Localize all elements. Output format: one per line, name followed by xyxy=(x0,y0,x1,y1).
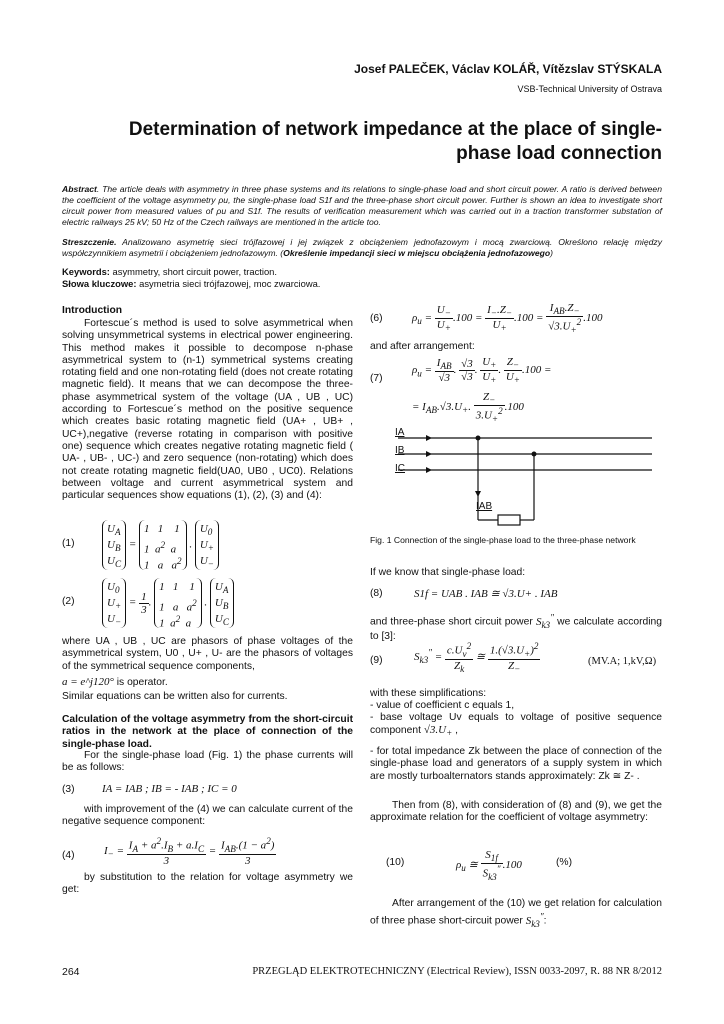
eq10-unit: (%) xyxy=(556,857,573,868)
paper-title: Determination of network impedance at the place of single-phase load connection xyxy=(128,119,662,164)
eq7: $\rho_u$ = $\frac{I_{AB}}{√3}$ . $\frac{√3}{√3}$ . $\frac{U_+}{U_+}$ . $\frac{Z_-}{U_+}$ .100 = xyxy=(412,356,552,386)
eq6: $\rho_u$ = $\frac{U_-}{U_+}$ .100 = $\frac{I_-.Z_-}{U_+}$ .100 = $\frac{I_{AB}.Z_-}{√3.U_+^2}$ .100 xyxy=(412,302,603,336)
eq9: $S_{k3}''$ = $\frac{c.U_v^2}{Z_k}$ ≅ $\frac{1.(√3.U_+)^2}{Z_-}$ xyxy=(414,641,539,675)
simplifications: with these simplifications: xyxy=(370,688,487,699)
fig-label-ib: IB xyxy=(395,445,405,456)
eq6-number: (6) xyxy=(370,313,383,324)
streszczenie xyxy=(62,237,662,259)
eq9-units: (MV.A; 1,kV,Ω) xyxy=(588,656,657,667)
sk3-symbol: $S_{k3}''$ xyxy=(535,612,554,630)
eq3-number: (3) xyxy=(62,784,75,795)
keywords xyxy=(62,266,662,290)
keywords-label: Keywords: xyxy=(62,266,110,277)
streszczenie-title: Określenie impedancji sieci w miejscu obciążenia jednofazowego xyxy=(283,248,551,258)
operator-text: is operator. xyxy=(113,677,168,688)
simplification-1: - value of coefficient c equals 1, xyxy=(370,700,515,711)
eq8-number: (8) xyxy=(370,588,383,599)
streszczenie-label: Streszczenie. xyxy=(62,237,117,247)
eq9-number: (9) xyxy=(370,655,383,666)
eq2-number: (2) xyxy=(62,596,75,607)
streszczenie-close: ) xyxy=(550,248,553,258)
eq7-number: (7) xyxy=(370,373,383,384)
page-number: 264 xyxy=(62,966,80,978)
sk3-symbol-2: $S_{k3}''$ xyxy=(525,911,544,930)
simplification-3: - for total impedance Zk between the place of connection of the single-phase load and generators of a supply system in which are mostly turboalternators stands approximately: Zk ≅ Z- . xyxy=(370,746,662,782)
eq10-number: (10) xyxy=(386,857,405,868)
keywords-pl-label: Słowa kluczowe: xyxy=(62,278,137,289)
eq1: $U_A$ $U_B$ $U_C$ = 1 1 1 1 $a^2$ a 1 a $a^2$ . $U_0$ $U_+$ $U_-$ xyxy=(102,520,219,570)
fig-label-iab: IAB xyxy=(476,501,493,512)
abstract-text: . The article deals with asymmetry in three phase systems and its relations to single-phase load and short circuit power. A ratio is derived between the coefficient of the voltage asymmetry ρu, the single-phase load S1f and the three-phase short circuit power. Further is shown an idea to investigate short circuit power from measured values of ρu and S1f. The results of verification measurement which was carried out in a traction transformer substation of electric railways 25 kV; 50 Hz of the Czech railways are mentioned in the article too. xyxy=(62,184,662,227)
calc-paragraph-1: For the single-phase load (Fig. 1) the phase currents will be as follows: xyxy=(62,750,353,774)
intro-heading: Introduction xyxy=(62,305,123,316)
operator-line xyxy=(62,676,353,689)
three-phase-a: and three-phase short circuit power xyxy=(370,616,533,628)
eq8: S1f = UAB . IAB ≅ √3.U+ . IAB xyxy=(414,588,558,600)
eq2: $U_0$ $U_+$ $U_-$ = $\frac{1}{3}$ . 1 1 1 1 a $a^2$ 1 $a^2$ a . $U_A$ $U_B$ $U_C$ xyxy=(102,578,234,628)
streszczenie-text: Analizowano asymetrię sieci trójfazowej i jej związek z obciążeniem jednofazowym i mocą zwarciową. Określono relację między współczynnikiem asymetrii i obciążeniem jednofazowym. ( xyxy=(62,237,662,258)
eq4-number: (4) xyxy=(62,850,75,861)
sqrt3-u-plus: $√3.U_+$ xyxy=(423,724,453,739)
then-from-paragraph: Then from (8), with consideration of (8) and (9), we get the approximate relation for the coefficient of voltage asymmetry: xyxy=(370,800,662,824)
eq7-second-line: = $I_{AB}.√3.U_+$. $\frac{Z_-}{3.U_+^2}$ .100 xyxy=(412,391,524,425)
journal-footer: PRZEGLĄD ELEKTROTECHNICZNY (Electrical Review), ISSN 0033-2097, R. 88 NR 8/2012 xyxy=(252,966,662,977)
calc-paragraph-3: by substitution to the relation for voltage asymmetry we get: xyxy=(62,872,353,896)
figure-1-circuit xyxy=(390,424,652,532)
fig-label-ia: IA xyxy=(395,427,405,438)
figure-1-caption: Fig. 1 Connection of the single-phase load to the three-phase network xyxy=(370,535,636,545)
where-paragraph: where UA , UB , UC are phasors of phase voltages of the asymmetrical system, U0 , U+ , U- are the phasors of voltages of the symmetrical sequence components, xyxy=(62,636,353,672)
after-arrangement-2-text: After arrangement of the (10) we get relation for calculation of three phase short-circuit power xyxy=(370,898,662,927)
abstract xyxy=(62,184,662,228)
fig-label-ic: IC xyxy=(395,463,405,474)
eq3: IA = IAB ; IB = - IAB ; IC = 0 xyxy=(102,783,237,795)
operator-equation: a = e^j120° xyxy=(62,676,114,688)
keywords-text: asymmetry, short circuit power, traction. xyxy=(109,266,277,277)
three-phase-b: we calculate according to [3]: xyxy=(370,616,662,643)
calc-heading: Calculation of the voltage asymmetry from the short-circuit ratios in the network at the place of connection of the single-phase load. xyxy=(62,714,353,750)
eq10: $\rho_u$ ≅ $\frac{S_{1f}}{S_{k3}''}$ .100 xyxy=(456,849,522,883)
eq1-number: (1) xyxy=(62,538,75,549)
similar-text: Similar equations can be written also for currents. xyxy=(62,691,288,702)
calc-paragraph-2: with improvement of the (4) we can calculate current of the negative sequence component: xyxy=(62,804,353,828)
affiliation: VSB-Technical University of Ostrava xyxy=(517,84,662,94)
intro-paragraph: Fortescue´s method is used to solve asymmetrical when solving unsymmetrical systems in electrical power engineering. This method makes it possible to decompose n-phase asymmetrical system to (n-1) symmetrical systems creating rotating field and one non-rotating field (does not create rotating magnetic field). It means that we can decompose the three-phase asymmetrical system of the voltage (UA , UB , UC) according to Fortescue´s method on the positive sequence which creates basic rotating magnetic field (UA+ , UB+ , UC+),negative (reverse rotating in comparison with positive one) sequence which creates negative rotating magnetic field ( UA- , UB- , UC-) and zero sequence (non-rotating) which does not create rotating magnetic field(UA0, UB0 , UC0). Relations between voltage and current asymmetrical system and particular sequences show equations (1), (2), (3) and (4): xyxy=(62,318,353,502)
simplification-2: - base voltage Uv equals to voltage of positive sequence component $√3.U_+$ , xyxy=(370,712,662,739)
if-we-know: If we know that single-phase load: xyxy=(370,567,526,578)
three-phase-line xyxy=(370,611,662,643)
keywords-pl-text: asymetria sieci trójfazowej, moc zwarciowa. xyxy=(136,278,321,289)
eq4: $I_-$ = $\frac{I_A + a^2.I_B + a.I_C}{3}$ = $\frac{I_{AB}.(1 - a^2)}{3}$ xyxy=(104,836,275,867)
abstract-label: Abstract xyxy=(62,184,97,194)
after-arrangement-2: After arrangement of the (10) we get relation for calculation of three phase short-circuit power $S_{k3}''$: xyxy=(370,898,662,930)
simplification-2-text: - base voltage Uv equals to voltage of positive sequence component xyxy=(370,712,662,737)
after-arrangement: and after arrangement: xyxy=(370,341,475,352)
authors: Josef PALEČEK, Václav KOLÁŘ, Vítězslav STÝSKALA xyxy=(354,62,662,76)
